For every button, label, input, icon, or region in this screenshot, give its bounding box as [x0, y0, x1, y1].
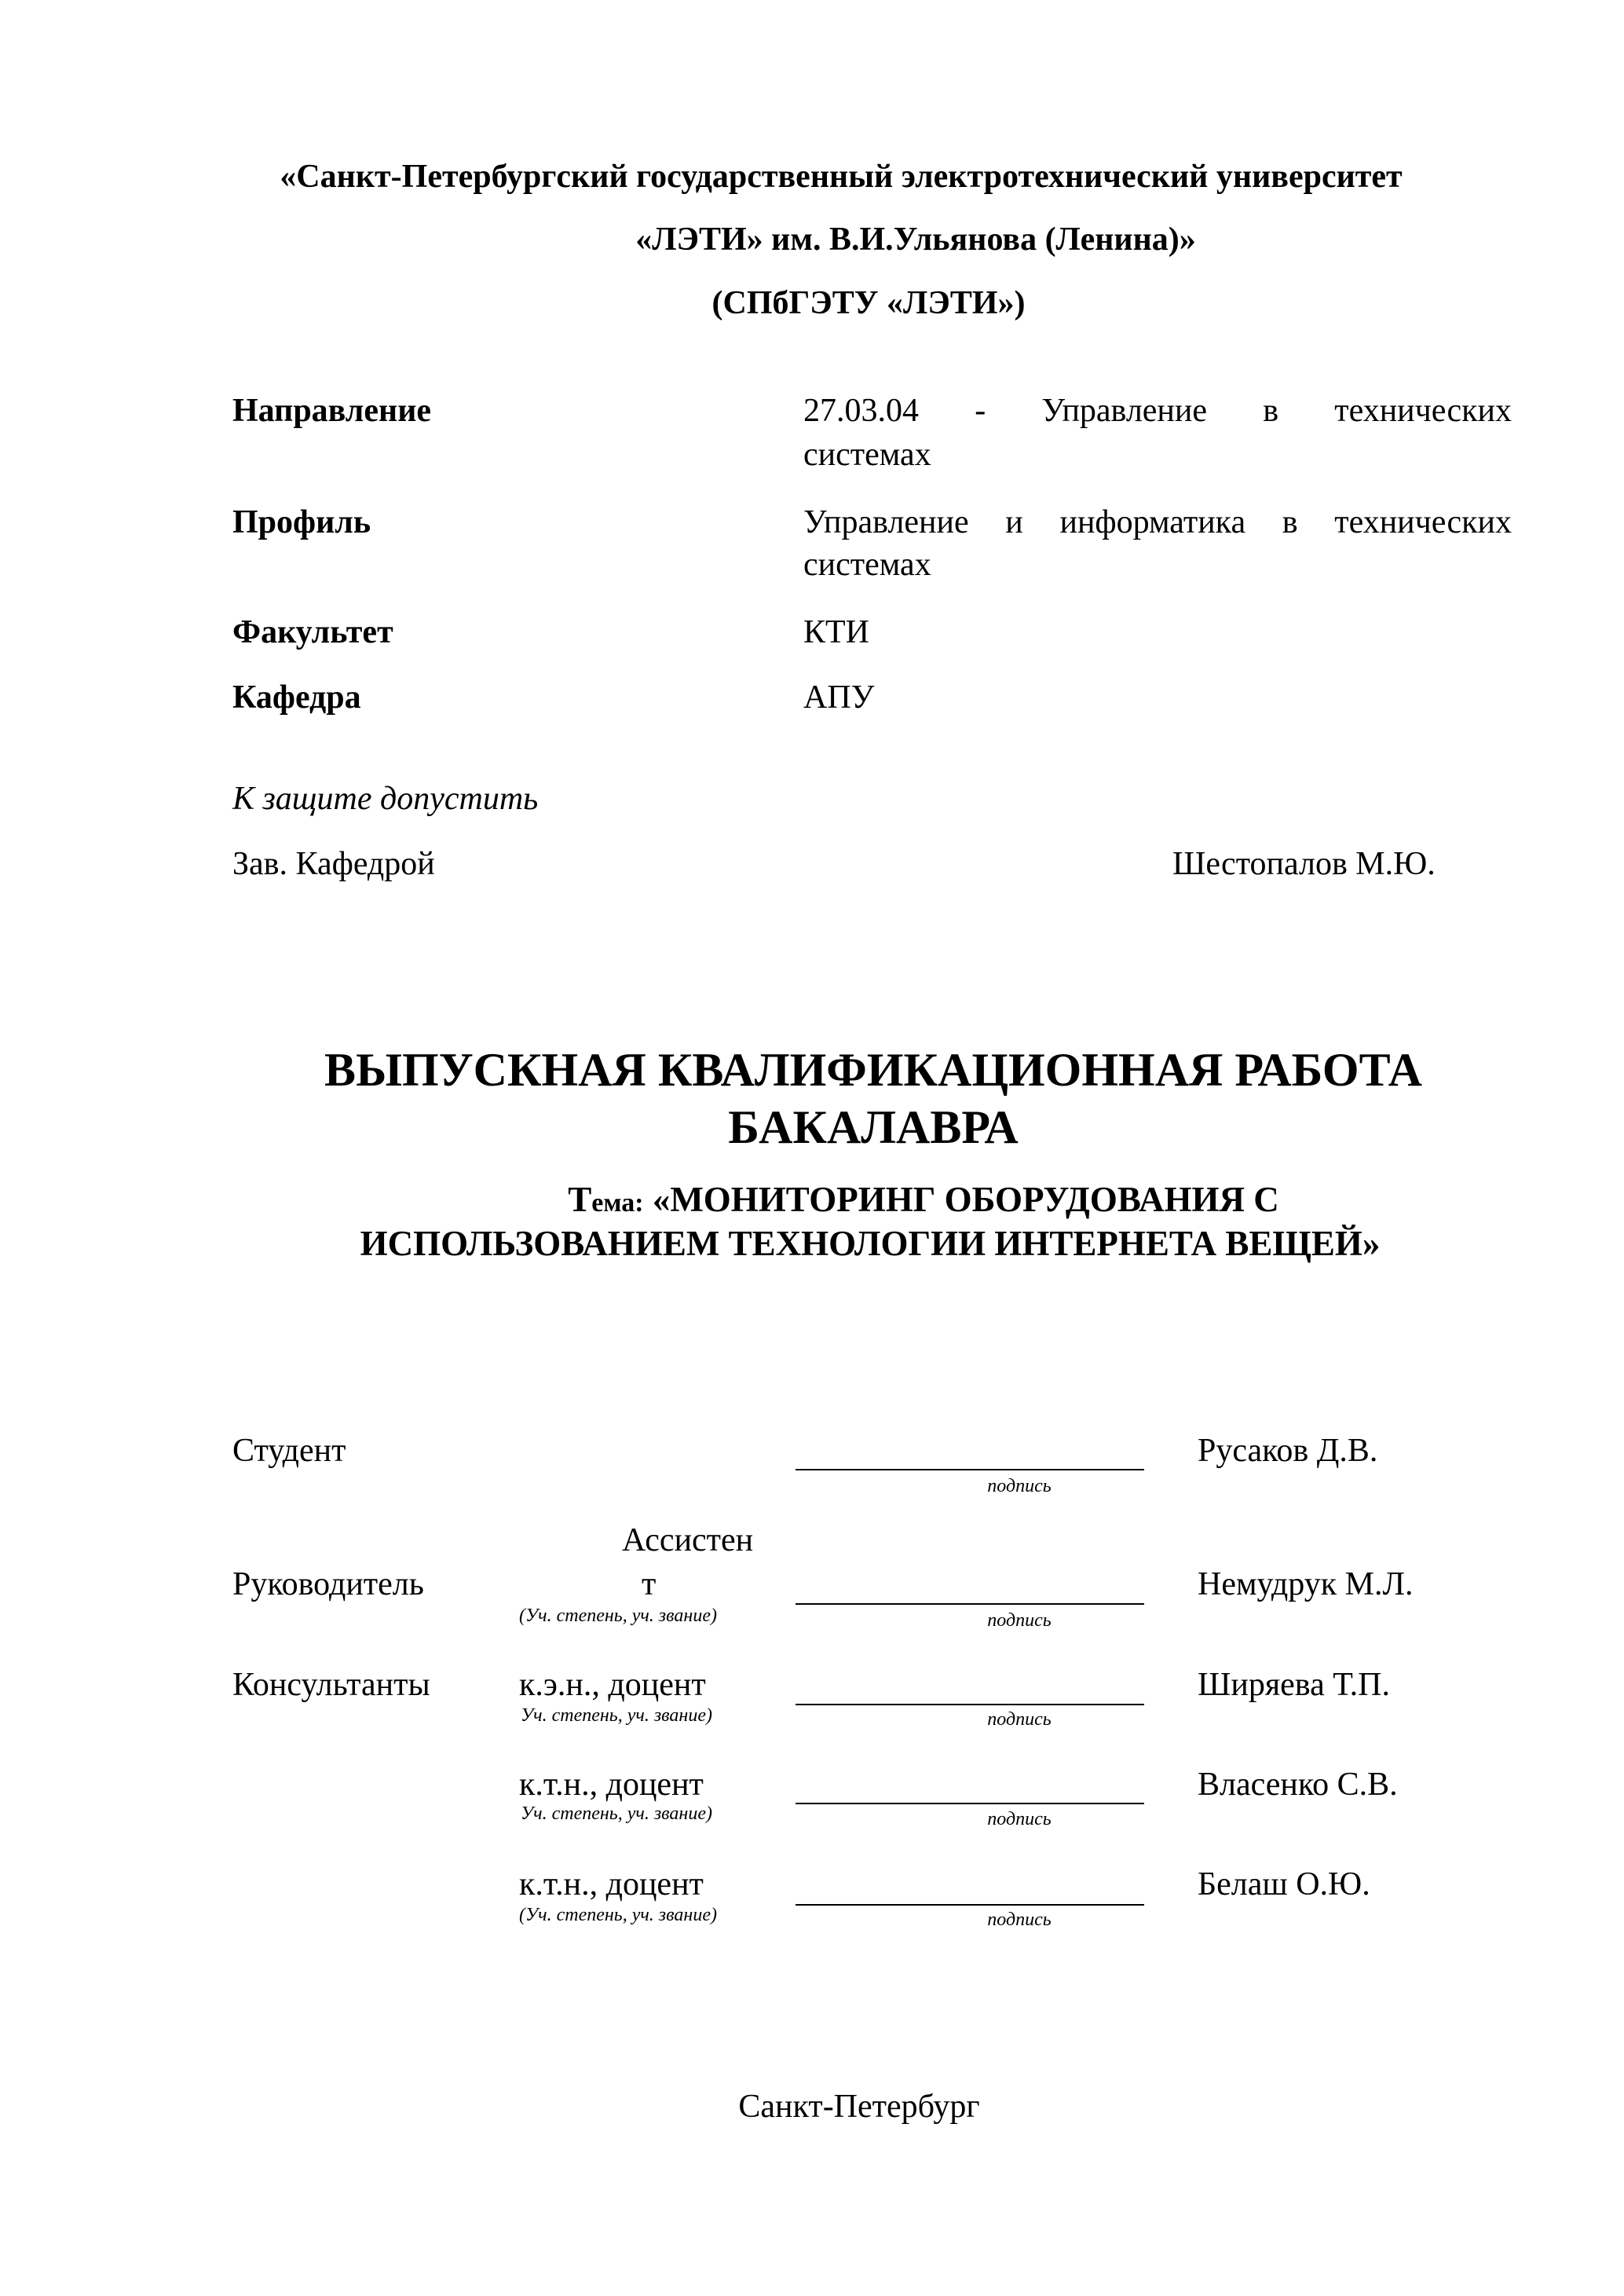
student-signature-line	[796, 1469, 1144, 1470]
student-role: Студент	[232, 1433, 346, 1469]
university-name-line2: «ЛЭТИ» им. В.И.Ульянова (Ленина)»	[635, 222, 1196, 258]
field-direction-label: Направление	[232, 393, 432, 429]
field-profile-value-cont: системах	[803, 547, 931, 583]
work-title-line2: БАКАЛАВРА	[728, 1101, 1019, 1153]
signature-caption: подпись	[987, 1910, 1052, 1930]
consultant-degree-caption: Уч. степень, уч. звание)	[521, 1705, 712, 1726]
signature-caption: подпись	[987, 1809, 1052, 1829]
supervisor-signature-line	[796, 1603, 1144, 1605]
signature-caption: подпись	[987, 1610, 1052, 1631]
consultants-label: Консультанты	[232, 1667, 430, 1703]
head-of-department-role: Зав. Кафедрой	[232, 846, 435, 882]
university-abbr: (СПбГЭТУ «ЛЭТИ»)	[711, 285, 1026, 321]
consultant-degree-caption: (Уч. степень, уч. звание)	[519, 1905, 717, 1925]
field-direction-value: 27.03.04 - Управление в технических	[803, 393, 1512, 429]
topic-line1	[568, 1182, 1279, 1221]
field-faculty-value: КТИ	[803, 614, 869, 650]
signature-caption: подпись	[987, 1709, 1052, 1730]
signature-caption: подпись	[987, 1476, 1052, 1496]
city: Санкт-Петербург	[738, 2089, 980, 2125]
supervisor-role: Руководитель	[232, 1566, 424, 1602]
consultant-name: Власенко С.В.	[1198, 1767, 1398, 1803]
field-faculty-label: Факультет	[232, 614, 393, 650]
consultant-degree-caption: Уч. степень, уч. звание)	[521, 1803, 712, 1824]
consultant-name: Белаш О.Ю.	[1198, 1866, 1370, 1902]
consultant-degree: к.э.н., доцент	[519, 1667, 706, 1703]
field-department-label: Кафедра	[232, 679, 361, 716]
field-department-value: АПУ	[803, 679, 875, 716]
university-name-line1: «Санкт-Петербургский государственный электротехнический университет	[280, 159, 1403, 195]
topic-text-line1: «МОНИТОРИНГ ОБОРУДОВАНИЯ С	[643, 1180, 1279, 1219]
consultant-signature-line	[796, 1803, 1144, 1804]
topic-prefix-rest: ема:	[591, 1188, 644, 1218]
field-direction-value-cont: системах	[803, 437, 931, 473]
topic-line2: ИСПОЛЬЗОВАНИЕМ ТЕХНОЛОГИИ ИНТЕРНЕТА ВЕЩЕЙ»	[360, 1224, 1381, 1263]
consultant-name: Ширяева Т.П.	[1198, 1667, 1391, 1703]
admit-text: К защите допустить	[232, 781, 539, 817]
supervisor-degree-caption: (Уч. степень, уч. звание)	[519, 1606, 717, 1626]
consultant-degree: к.т.н., доцент	[519, 1866, 704, 1902]
topic-prefix-first: Т	[568, 1180, 592, 1219]
supervisor-degree-line2: т	[642, 1566, 657, 1602]
student-name: Русаков Д.В.	[1198, 1433, 1378, 1469]
work-title-line1: ВЫПУСКНАЯ КВАЛИФИКАЦИОННАЯ РАБОТА	[324, 1044, 1422, 1096]
consultant-signature-line	[796, 1704, 1144, 1705]
consultant-signature-line	[796, 1904, 1144, 1906]
supervisor-name: Немудрук М.Л.	[1198, 1566, 1414, 1602]
consultant-degree: к.т.н., доцент	[519, 1767, 704, 1803]
field-profile-value: Управление и информатика в технических	[803, 504, 1512, 540]
head-of-department-name: Шестопалов М.Ю.	[1172, 846, 1436, 882]
field-profile-label: Профиль	[232, 504, 371, 540]
supervisor-degree-line1: Ассистен	[622, 1522, 754, 1558]
